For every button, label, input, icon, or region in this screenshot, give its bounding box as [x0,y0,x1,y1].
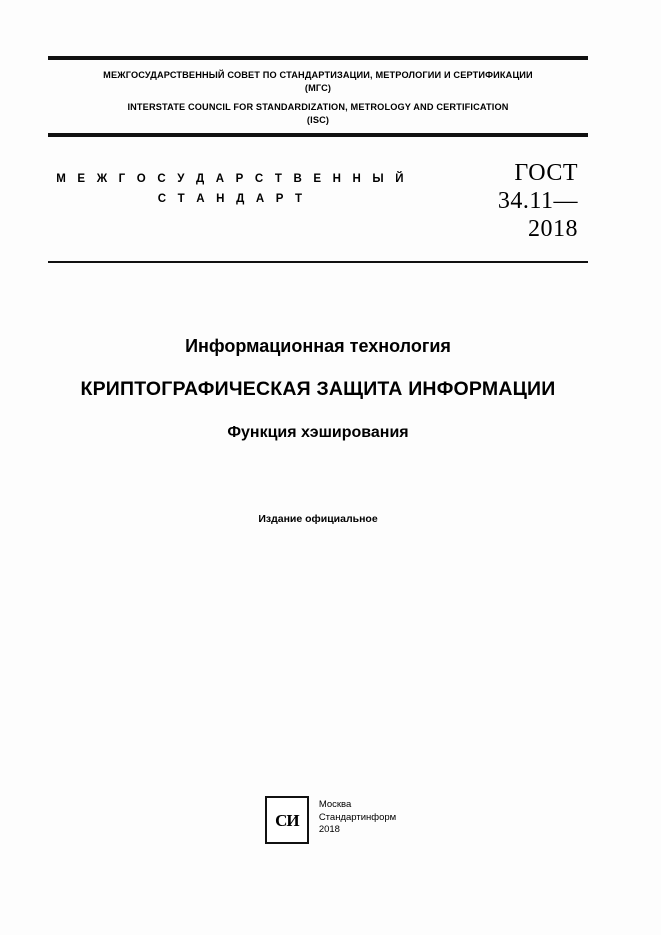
org-line-ru: МЕЖГОСУДАРСТВЕННЫЙ СОВЕТ ПО СТАНДАРТИЗАЦИИ, МЕТРОЛОГИИ И СЕРТИФИКАЦИИ [103,70,533,80]
standard-kind [52,159,412,209]
publisher-city: Москва [318,799,352,810]
org-spacer [52,94,584,101]
publisher-year: 2018 [318,824,340,835]
standard-number-line-1: ГОСТ [514,160,578,186]
org-abbrev-en: (ISC) [306,114,330,125]
logo-monogram: СИ [275,810,299,830]
issuing-organization-block [48,60,588,133]
title-line-1: Информационная технология [185,336,451,356]
standard-number-line-3: 2018 [528,216,578,242]
standard-row-bottom-rule [48,261,588,263]
title-line-2: КРИПТОГРАФИЧЕСКАЯ ЗАЩИТА ИНФОРМАЦИИ [80,378,556,400]
publisher-name: Стандартинформ [318,811,397,823]
standard-kind-line-1: М Е Ж Г О С У Д А Р С Т В Е Н Н Ы Й [56,173,408,185]
edition-note: Издание официальное [258,513,378,525]
standard-number [428,159,584,243]
standartinform-logo-icon [265,796,309,844]
publisher-imprint [319,796,396,837]
org-abbrev-ru: (МГС) [304,82,332,93]
org-line-en: INTERSTATE COUNCIL FOR STANDARDIZATION, METROLOGY AND CERTIFICATION [127,102,509,112]
standard-kind-line-2: С Т А Н Д А Р Т [157,193,307,205]
page-content [48,56,588,525]
standard-number-line-2: 34.11— [497,188,578,214]
standard-identification-row [48,137,588,261]
document-title-block [48,333,588,445]
title-line-3: Функция хэширования [227,424,409,441]
publisher-block [0,796,661,844]
